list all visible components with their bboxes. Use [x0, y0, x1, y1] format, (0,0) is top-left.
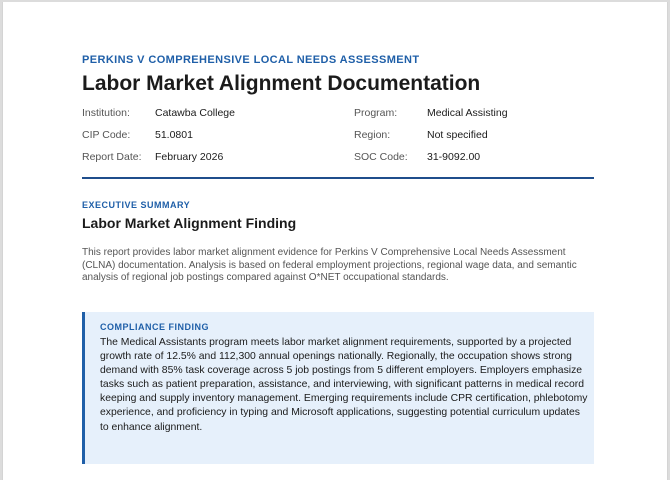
report-date-value: February 2026	[155, 151, 224, 163]
executive-summary-eyebrow: EXECUTIVE SUMMARY	[82, 200, 191, 210]
compliance-finding-callout	[82, 312, 594, 464]
report-eyebrow: PERKINS V COMPREHENSIVE LOCAL NEEDS ASSESSMENT	[82, 54, 420, 66]
report-date-label: Report Date:	[82, 151, 142, 163]
region-label: Region:	[354, 129, 391, 141]
institution-value: Catawba College	[155, 107, 235, 119]
program-value: Medical Assisting	[427, 107, 508, 119]
soc-code-label: SOC Code:	[354, 151, 408, 163]
section-title: Labor Market Alignment Finding	[82, 215, 297, 231]
meta-row-institution	[82, 107, 594, 123]
cip-code-label: CIP Code:	[82, 129, 131, 141]
compliance-finding-label: COMPLIANCE FINDING	[100, 322, 209, 332]
program-label: Program:	[354, 107, 398, 119]
region-value: Not specified	[427, 129, 488, 141]
meta-row-cip	[82, 129, 594, 145]
institution-label: Institution:	[82, 107, 130, 119]
header-divider	[82, 177, 594, 179]
summary-intro: This report provides labor market alignment evidence for Perkins V Comprehensive Local Needs Assessment (CLNA) documentation. Analysis is based on federal employment projections, regional wage data, and semantic analysis of regional job postings compared against O*NET occupational standards.	[82, 247, 577, 284]
compliance-finding-text: The Medical Assistants program meets labor market alignment requirements, supported by a projected growth rate of 12.5% and 112,300 annual openings nationally. Regionally, the occupation shows strong demand with 85% task coverage across 5 job postings from 5 different employers. Employers emphasize tasks such as patient preparation, assistance, and interviewing, with significant patterns in medical record keeping and supply inventory management. Emerging requirements include CPR certification, phlebotomy experience, and proficiency in typing and Microsoft applications, suggesting potential curriculum updates to enhance alignment.	[100, 337, 588, 433]
meta-row-date	[82, 151, 594, 167]
soc-code-value: 31-9092.00	[427, 151, 481, 163]
cip-code-value: 51.0801	[155, 129, 193, 141]
document-page	[2, 2, 668, 480]
page-title: Labor Market Alignment Documentation	[82, 72, 481, 95]
